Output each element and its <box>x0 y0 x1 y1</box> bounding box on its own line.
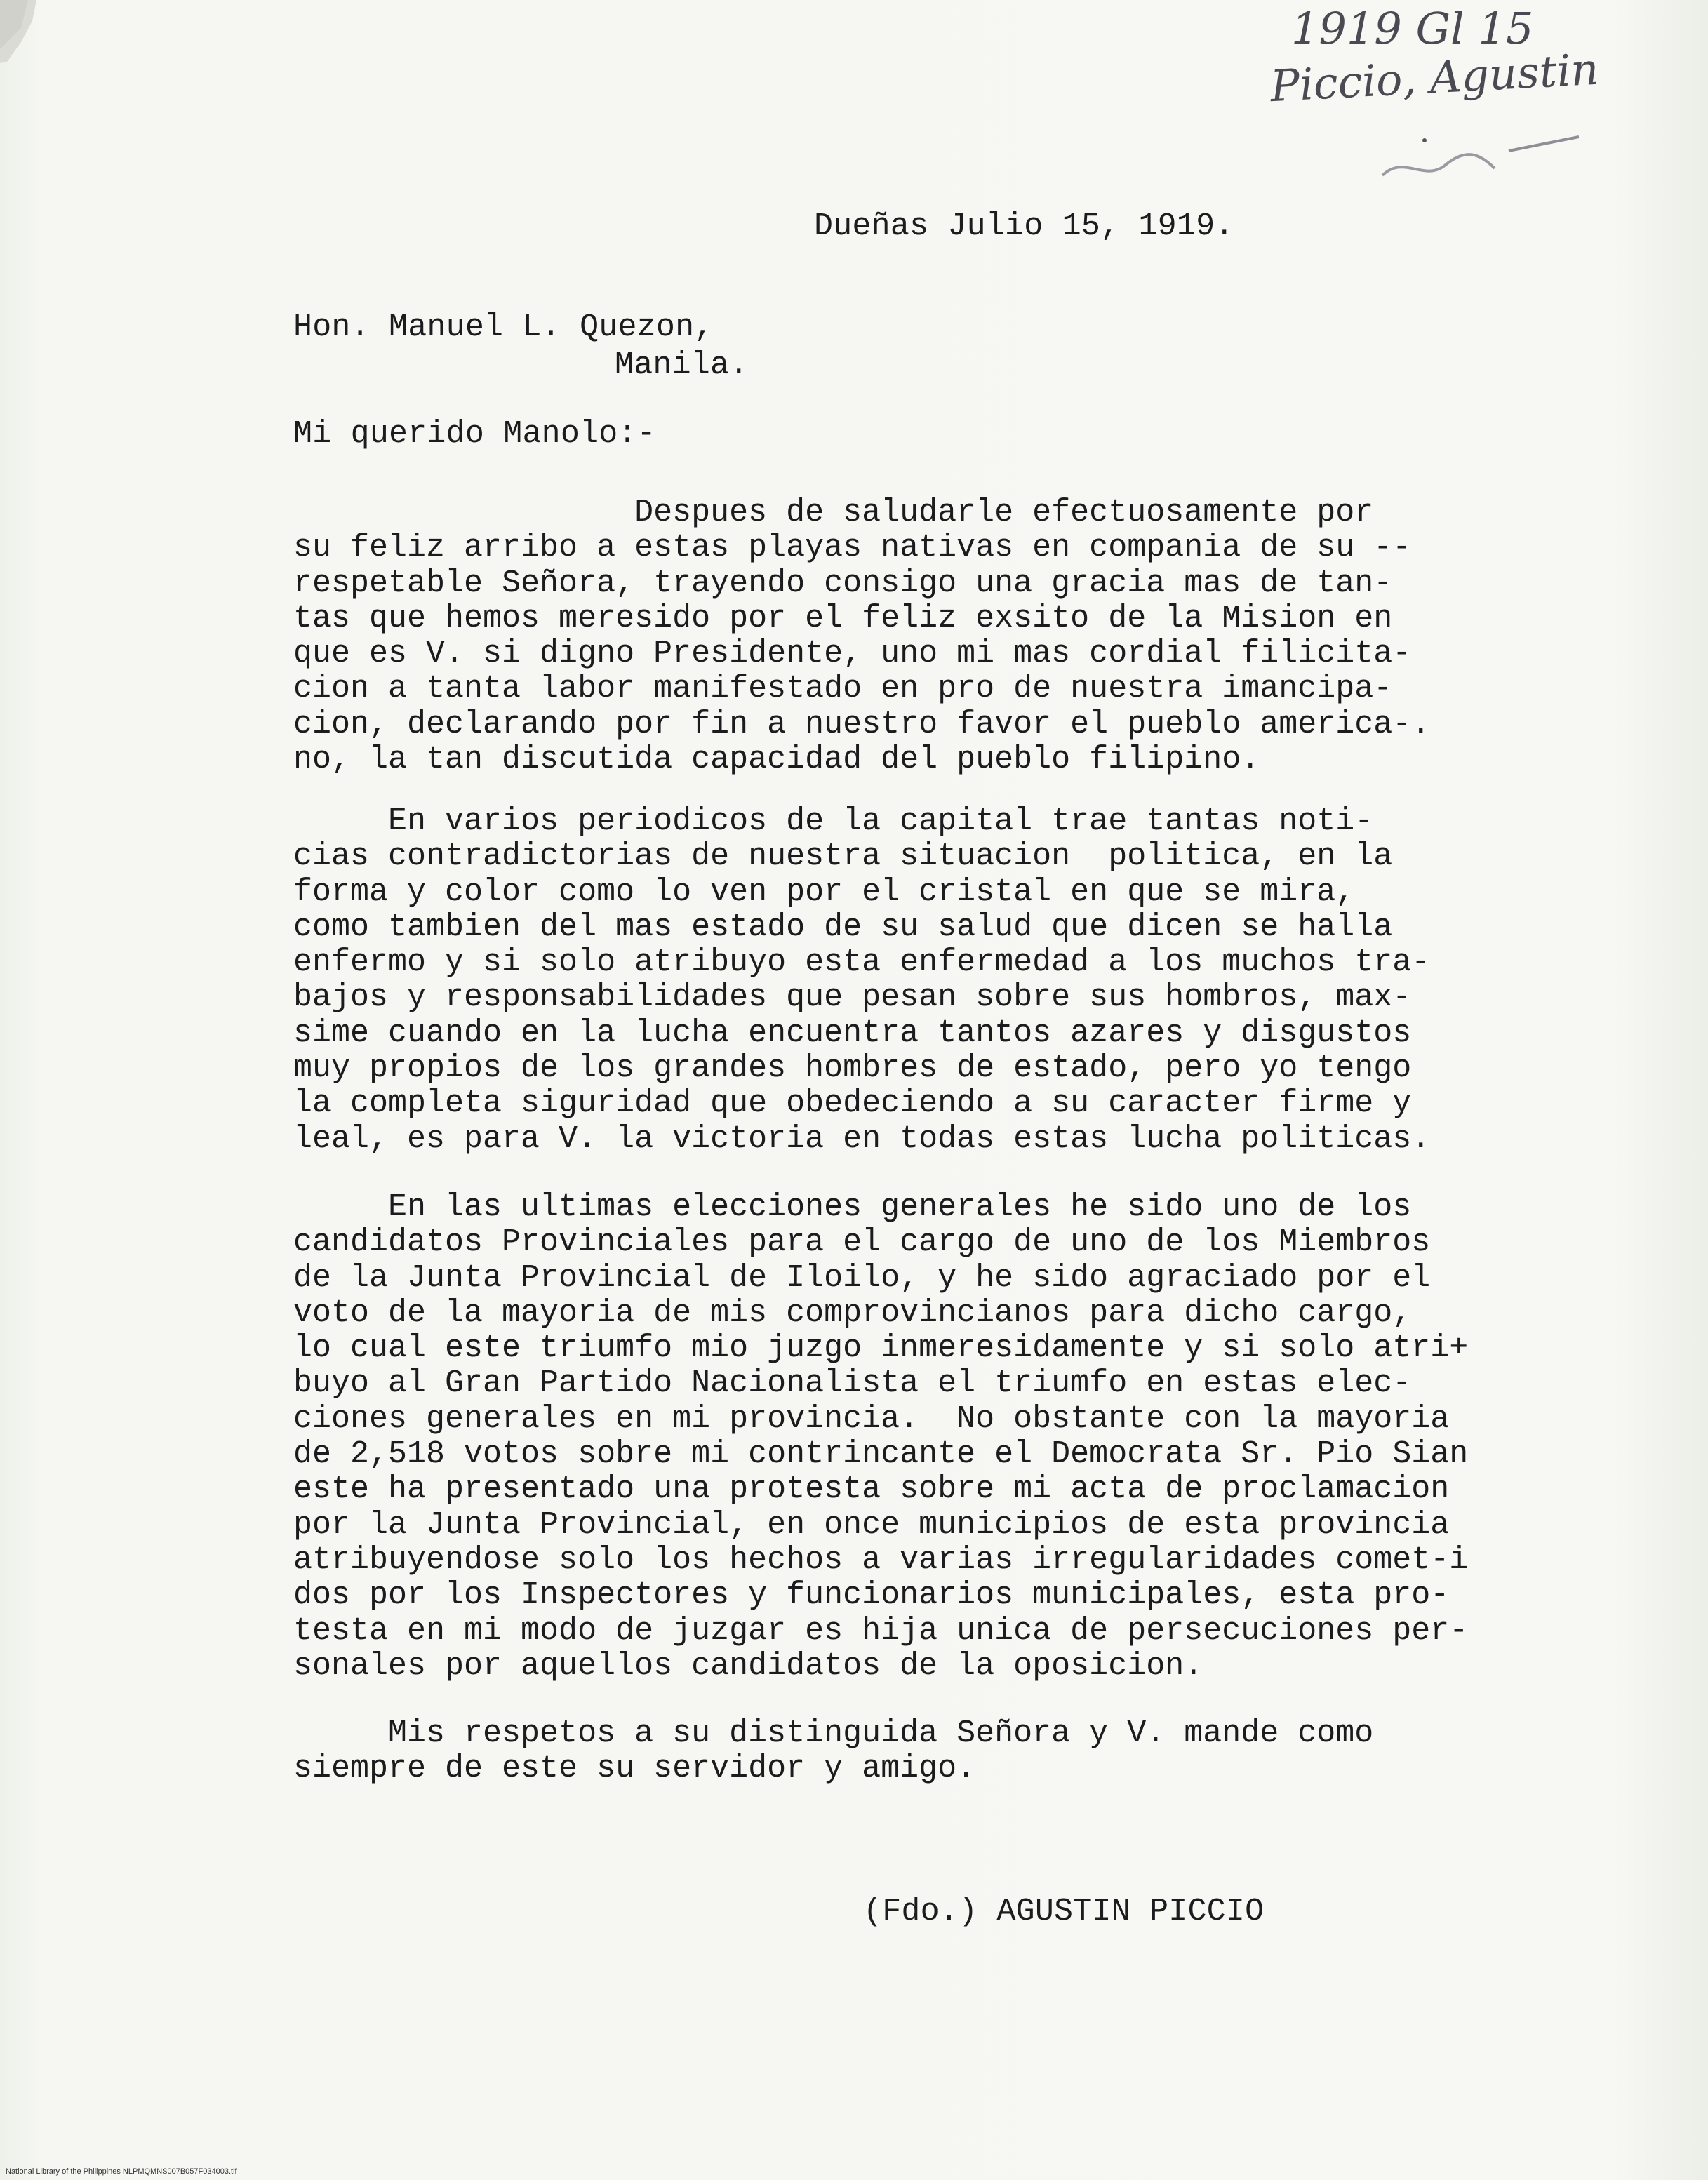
text-line: voto de la mayoria de mis comprovincianos para dicho cargo, <box>293 1295 1412 1331</box>
body-paragraph-2 <box>293 804 1430 1157</box>
addressee-name: Hon. Manuel L. Quezon, <box>293 309 714 345</box>
text-line: Mis respetos a su distinguida Señora y V. mande como <box>293 1716 1374 1751</box>
text-line: buyo al Gran Partido Nacionalista el triumfo en estas elec- <box>293 1365 1412 1402</box>
text-line: muy propios de los grandes hombres de estado, pero yo tengo <box>293 1050 1412 1087</box>
letter-date: Dueñas Julio 15, 1919. <box>814 208 1234 244</box>
text-line: cion, declarando por fin a nuestro favor el pueblo america-. <box>293 706 1431 742</box>
text-line: como tambien del mas estado de su salud que dicen se halla <box>293 909 1393 945</box>
archive-annotation-name: Piccio, Agustin <box>1269 43 1601 112</box>
text-line: dos por los Inspectores y funcionarios municipales, esta pro- <box>293 1577 1450 1614</box>
text-line: que es V. si digno Presidente, uno mi mas cordial filicita- <box>293 636 1412 672</box>
text-line: lo cual este triumfo mio juzgo inmeresidamente y si solo atri+ <box>293 1330 1469 1367</box>
text-line: este ha presentado una protesta sobre mi acta de proclamacion <box>293 1471 1450 1508</box>
text-line: tas que hemos meresido por el feliz exsito de la Mision en <box>293 600 1393 636</box>
text-line: respetable Señora, trayendo consigo una gracia mas de tan- <box>293 565 1393 601</box>
closing-paragraph <box>293 1716 1373 1787</box>
text-line: la completa siguridad que obedeciendo a su caracter firme y <box>293 1085 1412 1122</box>
text-line: cias contradictorias de nuestra situacion politica, en la <box>293 838 1393 875</box>
text-line: leal, es para V. la victoria en todas estas lucha politicas. <box>293 1121 1431 1157</box>
text-line: bajos y responsabilidades que pesan sobre sus hombros, max- <box>293 979 1412 1016</box>
text-line: Despues de saludarle efectuosamente por <box>293 495 1374 530</box>
text-line: ciones generales en mi provincia. No obstante con la mayoria <box>293 1400 1450 1437</box>
body-paragraph-3 <box>293 1190 1468 1684</box>
text-line: forma y color como lo ven por el cristal en que se mira, <box>293 874 1355 910</box>
handwritten-scribble <box>1375 126 1586 196</box>
archive-annotation-date: 1919 Gl 15 <box>1291 3 1534 54</box>
torn-corner <box>0 0 42 63</box>
text-line: sonales por aquellos candidatos de la oposicion. <box>293 1647 1203 1684</box>
addressee-city: Manila. <box>615 347 749 383</box>
archive-footer: National Library of the Philippines NLPMQMNS007B057F034003.tif <box>6 2167 237 2176</box>
salutation: Mi querido Manolo:- <box>293 416 656 452</box>
text-line: no, la tan discutida capacidad del pueblo filipino. <box>293 742 1260 778</box>
text-line: por la Junta Provincial, en once municipios de esta provincia <box>293 1506 1450 1543</box>
text-line: sime cuando en la lucha encuentra tantos azares y disgustos <box>293 1015 1412 1051</box>
body-paragraph-1 <box>293 495 1430 777</box>
text-line: En varios periodicos de la capital trae tantas noti- <box>293 803 1374 839</box>
text-line: cion a tanta labor manifestado en pro de nuestra imancipa- <box>293 671 1393 707</box>
text-line: candidatos Provinciales para el cargo de uno de los Miembros <box>293 1224 1431 1261</box>
text-line: de la Junta Provincial de Iloilo, y he sido agraciado por el <box>293 1259 1431 1296</box>
text-line: enfermo y si solo atribuyo esta enfermedad a los muchos tra- <box>293 944 1431 981</box>
text-line: En las ultimas elecciones generales he sido uno de los <box>293 1189 1412 1225</box>
text-line: siempre de este su servidor y amigo. <box>293 1751 976 1787</box>
text-line: testa en mi modo de juzgar es hija unica de persecuciones per- <box>293 1612 1469 1649</box>
text-line: su feliz arribo a estas playas nativas en compania de su -- <box>293 530 1412 566</box>
text-line: de 2,518 votos sobre mi contrincante el Democrata Sr. Pio Sian <box>293 1436 1469 1473</box>
signature-line: (Fdo.) AGUSTIN PICCIO <box>863 1894 1265 1930</box>
text-line: atribuyendose solo los hechos a varias irregularidades comet-i <box>293 1542 1469 1578</box>
